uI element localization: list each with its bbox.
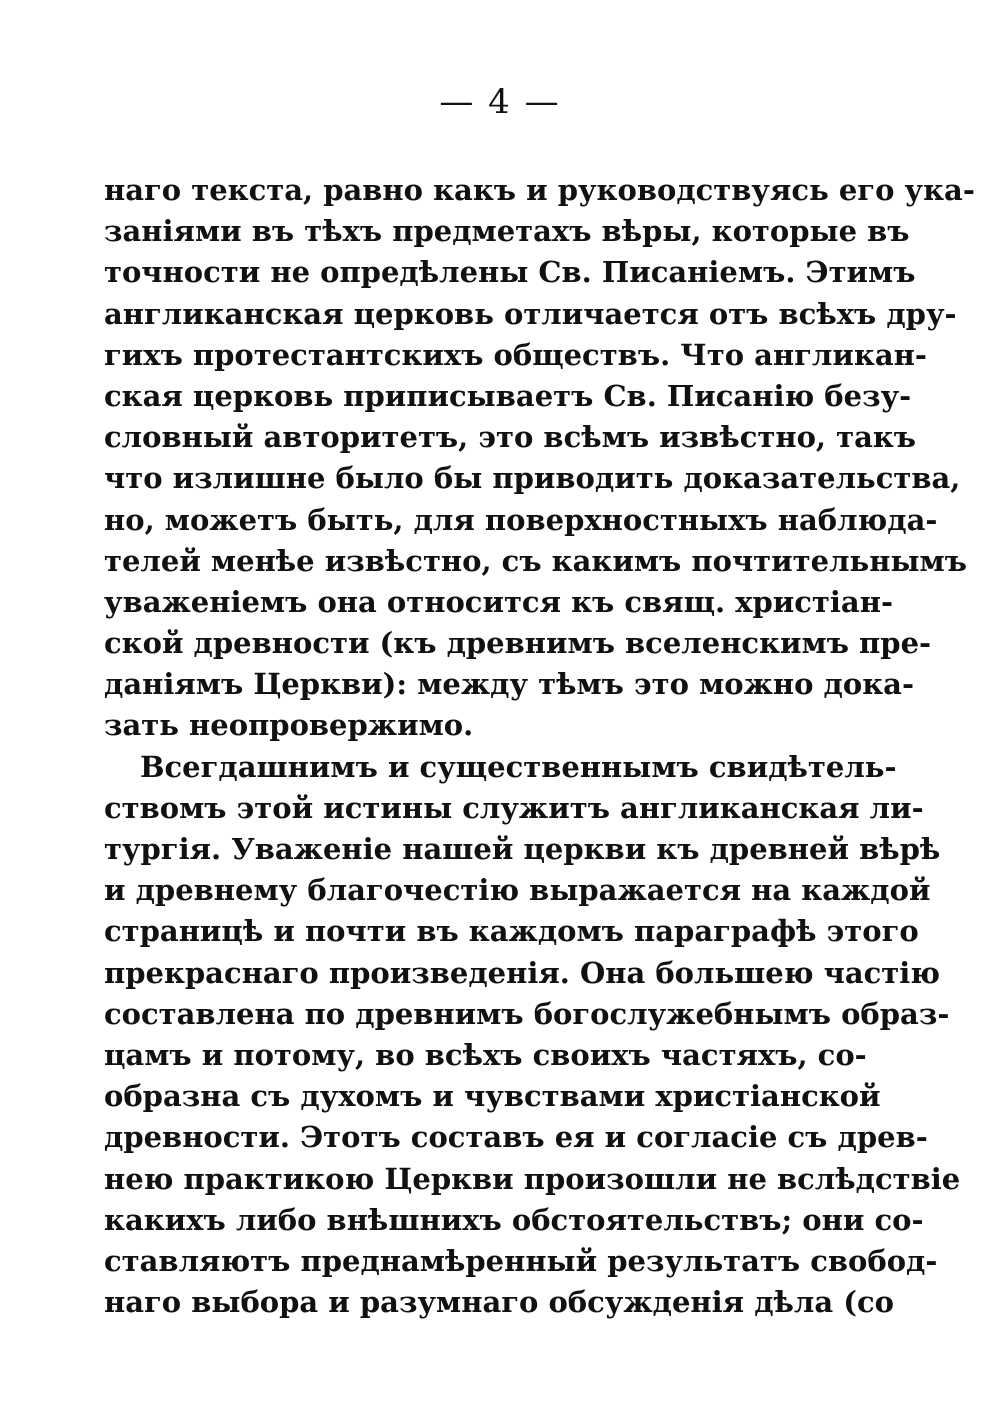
text-line: уваженiемъ она относится къ свящ. христiан- — [104, 584, 893, 619]
text-line: словный авторитетъ, это всѣмъ извѣстно, такъ — [104, 420, 917, 455]
text-line: цамъ и потому, во всѣхъ своихъ частяхъ, со- — [104, 1037, 867, 1072]
text-line: ской древности (къ древнимъ вселенскимъ пре- — [104, 626, 932, 661]
body-text — [104, 170, 975, 1323]
text-line: англиканская церковь отличается отъ всѣхъ дру- — [104, 296, 957, 331]
text-line: образна съ духомъ и чувствами христiанской — [104, 1079, 881, 1114]
text-line: гихъ протестантскихъ обществъ. Что англикан- — [104, 337, 927, 372]
text-line: точности не опредѣлены Св. Писанiемъ. Этимъ — [104, 255, 916, 290]
text-line: зать неопровержимо. — [104, 708, 474, 743]
text-line: наго текста, равно какъ и руководствуясь его ука- — [104, 173, 975, 207]
text-line: прекраснаго произведенiя. Она большею частiю — [104, 955, 940, 990]
text-line: но, можетъ быть, для поверхностныхъ наблюда- — [104, 502, 938, 537]
text-line: что излишне было бы приводить доказательства, — [104, 461, 961, 496]
text-line: и древнему благочестiю выражается на каждой — [104, 873, 931, 908]
text-line: наго выбора и разумнаго обсужденiя дѣла (со — [104, 1285, 894, 1320]
text-line: Всегдашнимъ и существеннымъ свидѣтель- — [140, 749, 897, 784]
page-number: — 4 — — [439, 82, 561, 122]
text-line: нею практикою Церкви произошли не вслѣдствiе — [104, 1161, 961, 1196]
text-line: древности. Этотъ составъ ея и согласiе съ древ- — [104, 1120, 928, 1155]
text-line: ставляютъ преднамѣренный результатъ свобод- — [104, 1243, 938, 1278]
text-line: тургiя. Уваженiе нашей церкви къ древней вѣрѣ — [104, 832, 941, 866]
text-line: ствомъ этой истины служитъ англиканская ли- — [104, 790, 924, 825]
text-line: ская церковь приписываетъ Св. Писанiю безу- — [104, 378, 912, 413]
text-line: данiямъ Церкви): между тѣмъ это можно дока- — [104, 667, 914, 702]
text-line: занiями въ тѣхъ предметахъ вѣры, которые въ — [104, 214, 910, 249]
text-line: составлена по древнимъ богослужебнымъ образ- — [104, 996, 950, 1031]
text-line: какихъ либо внѣшнихъ обстоятельствъ; они со- — [104, 1202, 924, 1237]
text-line: телей менѣе извѣстно, съ какимъ почтительнымъ — [104, 543, 967, 578]
text-line: страницѣ и почти въ каждомъ параграфѣ этого — [104, 914, 919, 949]
